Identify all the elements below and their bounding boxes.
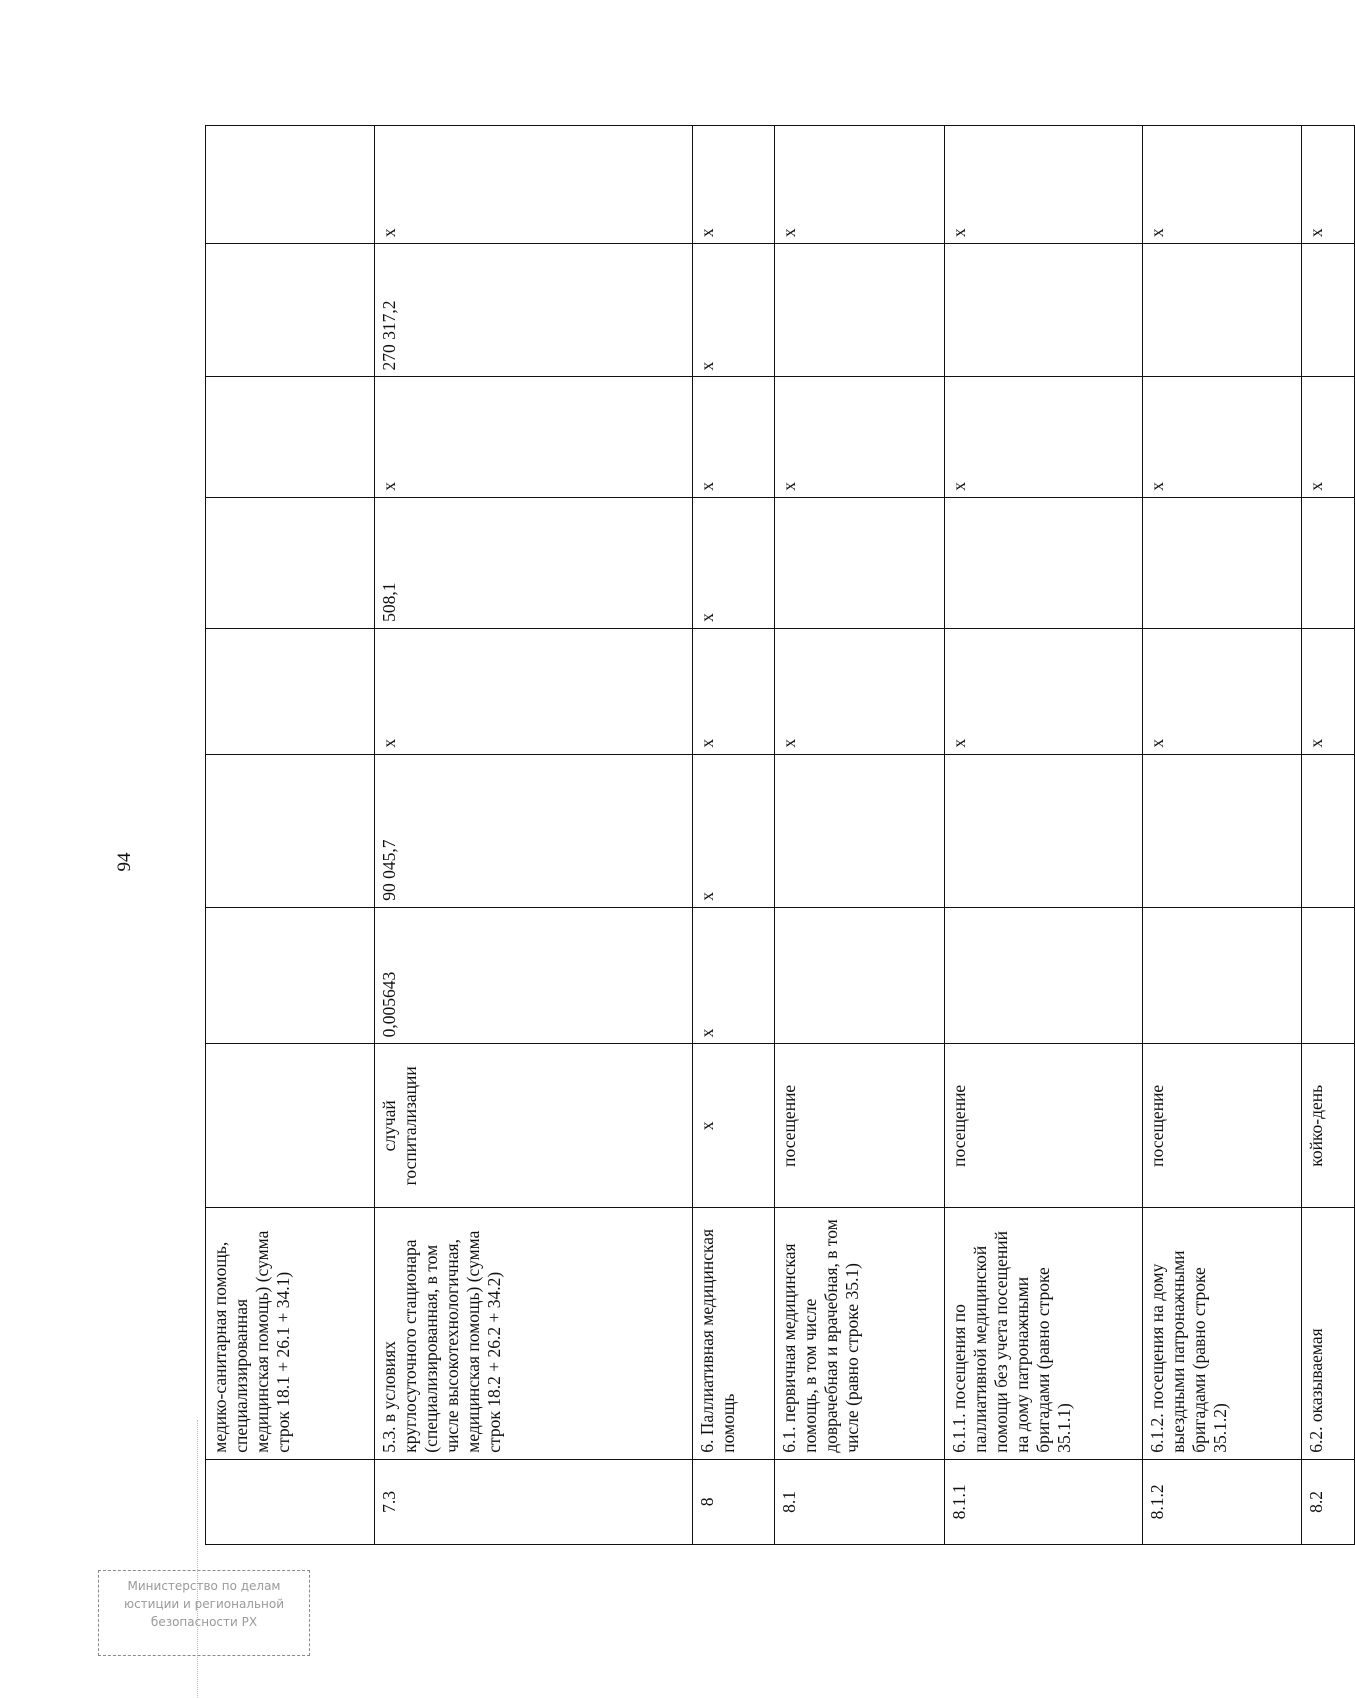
row-number-cell: 8.1.2 xyxy=(1143,1459,1302,1544)
value-2-cell xyxy=(775,754,944,907)
value-5-cell: х xyxy=(1143,377,1302,497)
row-number-cell: 8 xyxy=(693,1459,775,1544)
data-table xyxy=(205,125,1355,1545)
value-3-cell: х xyxy=(944,628,1143,754)
value-4-cell xyxy=(944,497,1143,628)
row-name-cell: медико-санитарная помощь, специализированная медицинская помощь) (сумма строк 18.1 + 26.1 + 34.1) xyxy=(206,1208,375,1459)
row-name-cell: 6.1.1. посещения по паллиативной медицинской помощи без учета посещений на дому патронажными бригадами (равно строке 35.1.1) xyxy=(944,1208,1143,1459)
stamp-line: безопасности РХ xyxy=(150,1615,258,1629)
value-7-cell: х xyxy=(693,126,775,244)
unit-cell: случай госпитализации xyxy=(375,1044,693,1208)
stamp-line: Министерство по делам xyxy=(127,1579,281,1593)
row-name-cell: 6.1.2. посещения на дому выездными патронажными бригадами (равно строке 35.1.2) xyxy=(1143,1208,1302,1459)
row-name-cell: 6.1. первичная медицинская помощь, в том числе доврачебная и врачебная, в том числе (равно строке 35.1) xyxy=(775,1208,944,1459)
value-5-cell: х xyxy=(775,377,944,497)
row-name-cell: 6. Паллиативная медицинская помощь xyxy=(693,1208,775,1459)
value-4-cell: 508,1 xyxy=(375,497,693,628)
value-2-cell: х xyxy=(693,754,775,907)
table-row xyxy=(944,126,1143,1545)
row-number-cell: 7.3 xyxy=(375,1459,693,1544)
value-7-cell xyxy=(206,126,375,244)
value-5-cell: х xyxy=(944,377,1143,497)
value-6-cell xyxy=(775,244,944,377)
table-row xyxy=(775,126,944,1545)
value-5-cell: х xyxy=(693,377,775,497)
value-6-cell xyxy=(944,244,1143,377)
value-2-cell xyxy=(1302,754,1355,907)
value-3-cell: х xyxy=(375,628,693,754)
value-5-cell: х xyxy=(1302,377,1355,497)
table-row xyxy=(206,126,375,1545)
stamp-line: юстиции и региональной xyxy=(123,1597,285,1611)
value-4-cell xyxy=(1143,497,1302,628)
row-number-cell xyxy=(206,1459,375,1544)
value-1-cell: 0,005643 xyxy=(375,907,693,1044)
value-1-cell: х xyxy=(693,907,775,1044)
value-2-cell xyxy=(206,754,375,907)
value-3-cell: х xyxy=(775,628,944,754)
row-number-cell: 8.2 xyxy=(1302,1459,1355,1544)
edge-line xyxy=(197,1420,198,1698)
value-6-cell xyxy=(1302,244,1355,377)
value-2-cell xyxy=(1143,754,1302,907)
unit-cell: койко-день xyxy=(1302,1044,1355,1208)
value-5-cell: х xyxy=(375,377,693,497)
value-6-cell: х xyxy=(693,244,775,377)
unit-cell xyxy=(206,1044,375,1208)
table-row xyxy=(693,126,775,1545)
value-1-cell xyxy=(775,907,944,1044)
value-1-cell xyxy=(944,907,1143,1044)
value-7-cell: х xyxy=(944,126,1143,244)
value-1-cell xyxy=(1302,907,1355,1044)
value-7-cell: х xyxy=(1143,126,1302,244)
value-1-cell xyxy=(1143,907,1302,1044)
value-7-cell: х xyxy=(775,126,944,244)
unit-cell: х xyxy=(693,1044,775,1208)
row-name-cell: 6.2. оказываемая xyxy=(1302,1208,1355,1459)
value-4-cell xyxy=(775,497,944,628)
value-6-cell xyxy=(1143,244,1302,377)
unit-cell: посещение xyxy=(944,1044,1143,1208)
table-row xyxy=(1143,126,1302,1545)
value-2-cell: 90 045,7 xyxy=(375,754,693,907)
value-6-cell: 270 317,2 xyxy=(375,244,693,377)
value-3-cell: х xyxy=(1302,628,1355,754)
value-3-cell: х xyxy=(1143,628,1302,754)
value-3-cell: х xyxy=(693,628,775,754)
unit-cell: посещение xyxy=(1143,1044,1302,1208)
row-name-cell: 5.3. в условиях круглосуточного стационара (специализированная, в том числе высокотехнологичная, медицинская помощь) (сумма строк 18.2 + 26.2 + 34.2) xyxy=(375,1208,693,1459)
value-1-cell xyxy=(206,907,375,1044)
ministry-stamp xyxy=(98,1570,310,1656)
rotated-table-container xyxy=(205,125,1355,1545)
value-4-cell xyxy=(1302,497,1355,628)
row-number-cell: 8.1 xyxy=(775,1459,944,1544)
table-row xyxy=(1302,126,1355,1545)
table-row xyxy=(375,126,693,1545)
row-number-cell: 8.1.1 xyxy=(944,1459,1143,1544)
value-6-cell xyxy=(206,244,375,377)
unit-cell: посещение xyxy=(775,1044,944,1208)
value-2-cell xyxy=(944,754,1143,907)
page-number: 94 xyxy=(114,852,135,872)
value-7-cell: х xyxy=(375,126,693,244)
value-4-cell: х xyxy=(693,497,775,628)
value-7-cell: х xyxy=(1302,126,1355,244)
value-3-cell xyxy=(206,628,375,754)
value-4-cell xyxy=(206,497,375,628)
value-5-cell xyxy=(206,377,375,497)
